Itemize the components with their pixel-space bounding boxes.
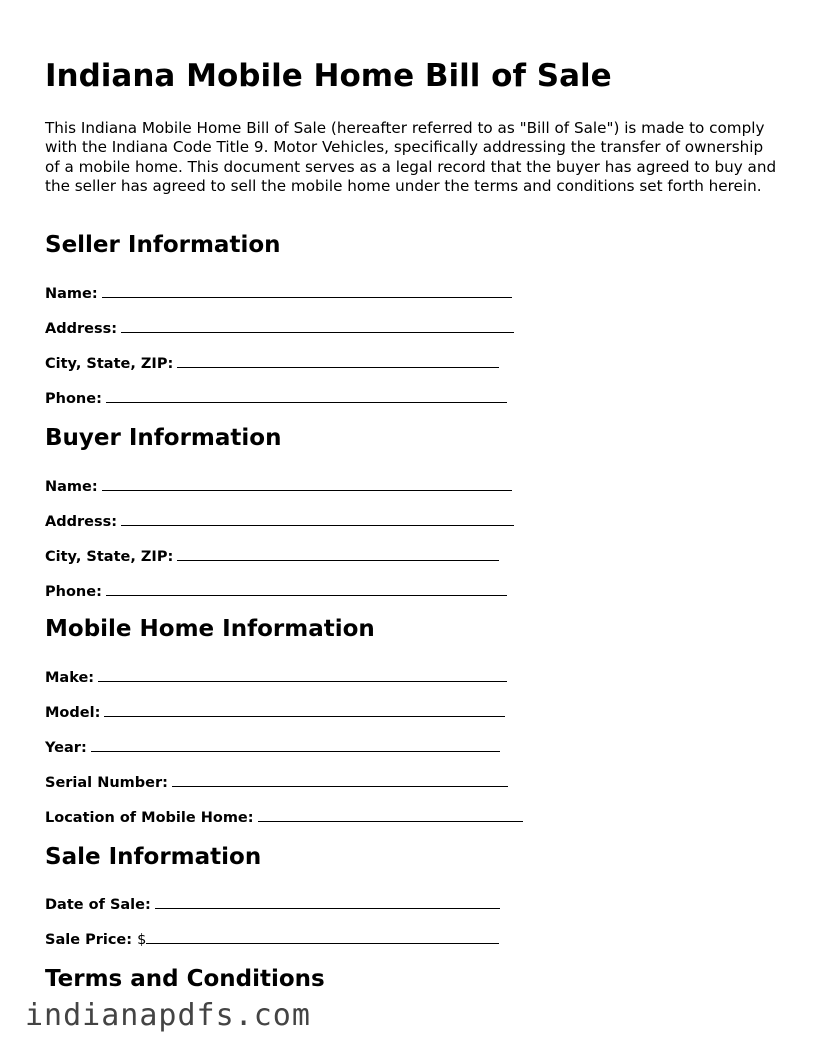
seller-city-label: City, State, ZIP: bbox=[45, 356, 174, 372]
sale-price-label: Sale Price: bbox=[45, 932, 133, 948]
seller-address-field bbox=[45, 318, 514, 337]
serial-number-field bbox=[45, 772, 508, 791]
date-of-sale-field bbox=[45, 894, 500, 913]
seller-phone-line[interactable] bbox=[106, 388, 507, 403]
buyer-city-line[interactable] bbox=[177, 546, 499, 561]
date-of-sale-label: Date of Sale: bbox=[45, 897, 151, 913]
buyer-phone-label: Phone: bbox=[45, 584, 102, 600]
buyer-heading: Buyer Information bbox=[45, 425, 282, 451]
site-watermark: indianapdfs.com bbox=[25, 998, 311, 1033]
date-of-sale-line[interactable] bbox=[155, 894, 500, 909]
terms-heading: Terms and Conditions bbox=[45, 966, 325, 992]
seller-address-label: Address: bbox=[45, 321, 118, 337]
buyer-city-field bbox=[45, 546, 499, 565]
sale-price-field bbox=[45, 929, 499, 948]
seller-name-line[interactable] bbox=[102, 283, 512, 298]
location-field bbox=[45, 807, 523, 826]
make-field bbox=[45, 667, 507, 686]
serial-number-label: Serial Number: bbox=[45, 775, 168, 791]
model-label: Model: bbox=[45, 705, 101, 721]
year-field bbox=[45, 737, 500, 756]
buyer-name-field bbox=[45, 476, 512, 495]
model-field bbox=[45, 702, 505, 721]
sale-price-line[interactable] bbox=[146, 929, 499, 944]
year-label: Year: bbox=[45, 740, 87, 756]
seller-heading: Seller Information bbox=[45, 232, 281, 258]
serial-number-line[interactable] bbox=[172, 772, 508, 787]
buyer-address-line[interactable] bbox=[121, 511, 514, 526]
seller-name-label: Name: bbox=[45, 286, 98, 302]
buyer-address-field bbox=[45, 511, 514, 530]
seller-address-line[interactable] bbox=[121, 318, 514, 333]
year-line[interactable] bbox=[91, 737, 500, 752]
make-line[interactable] bbox=[98, 667, 507, 682]
document-title: Indiana Mobile Home Bill of Sale bbox=[45, 58, 612, 94]
location-label: Location of Mobile Home: bbox=[45, 810, 254, 826]
seller-city-field bbox=[45, 353, 499, 372]
buyer-city-label: City, State, ZIP: bbox=[45, 549, 174, 565]
model-line[interactable] bbox=[104, 702, 505, 717]
buyer-name-label: Name: bbox=[45, 479, 98, 495]
seller-city-line[interactable] bbox=[177, 353, 499, 368]
intro-paragraph: This Indiana Mobile Home Bill of Sale (hereafter referred to as "Bill of Sale") is made to comply with the Indiana Code Title 9. Motor Vehicles, specifically addressing the transfer of ownership of a mobile home. This document serves as a legal record that the buyer has agreed to buy and the seller has agreed to sell the mobile home under the terms and conditions set forth herein. bbox=[45, 119, 777, 195]
sale-heading: Sale Information bbox=[45, 844, 262, 870]
sale-price-currency: $ bbox=[137, 932, 147, 948]
buyer-phone-field bbox=[45, 581, 507, 600]
mobile-home-heading: Mobile Home Information bbox=[45, 616, 375, 642]
buyer-name-line[interactable] bbox=[102, 476, 512, 491]
seller-phone-label: Phone: bbox=[45, 391, 102, 407]
seller-name-field bbox=[45, 283, 512, 302]
seller-phone-field bbox=[45, 388, 507, 407]
buyer-address-label: Address: bbox=[45, 514, 118, 530]
make-label: Make: bbox=[45, 670, 95, 686]
buyer-phone-line[interactable] bbox=[106, 581, 507, 596]
location-line[interactable] bbox=[258, 807, 523, 822]
